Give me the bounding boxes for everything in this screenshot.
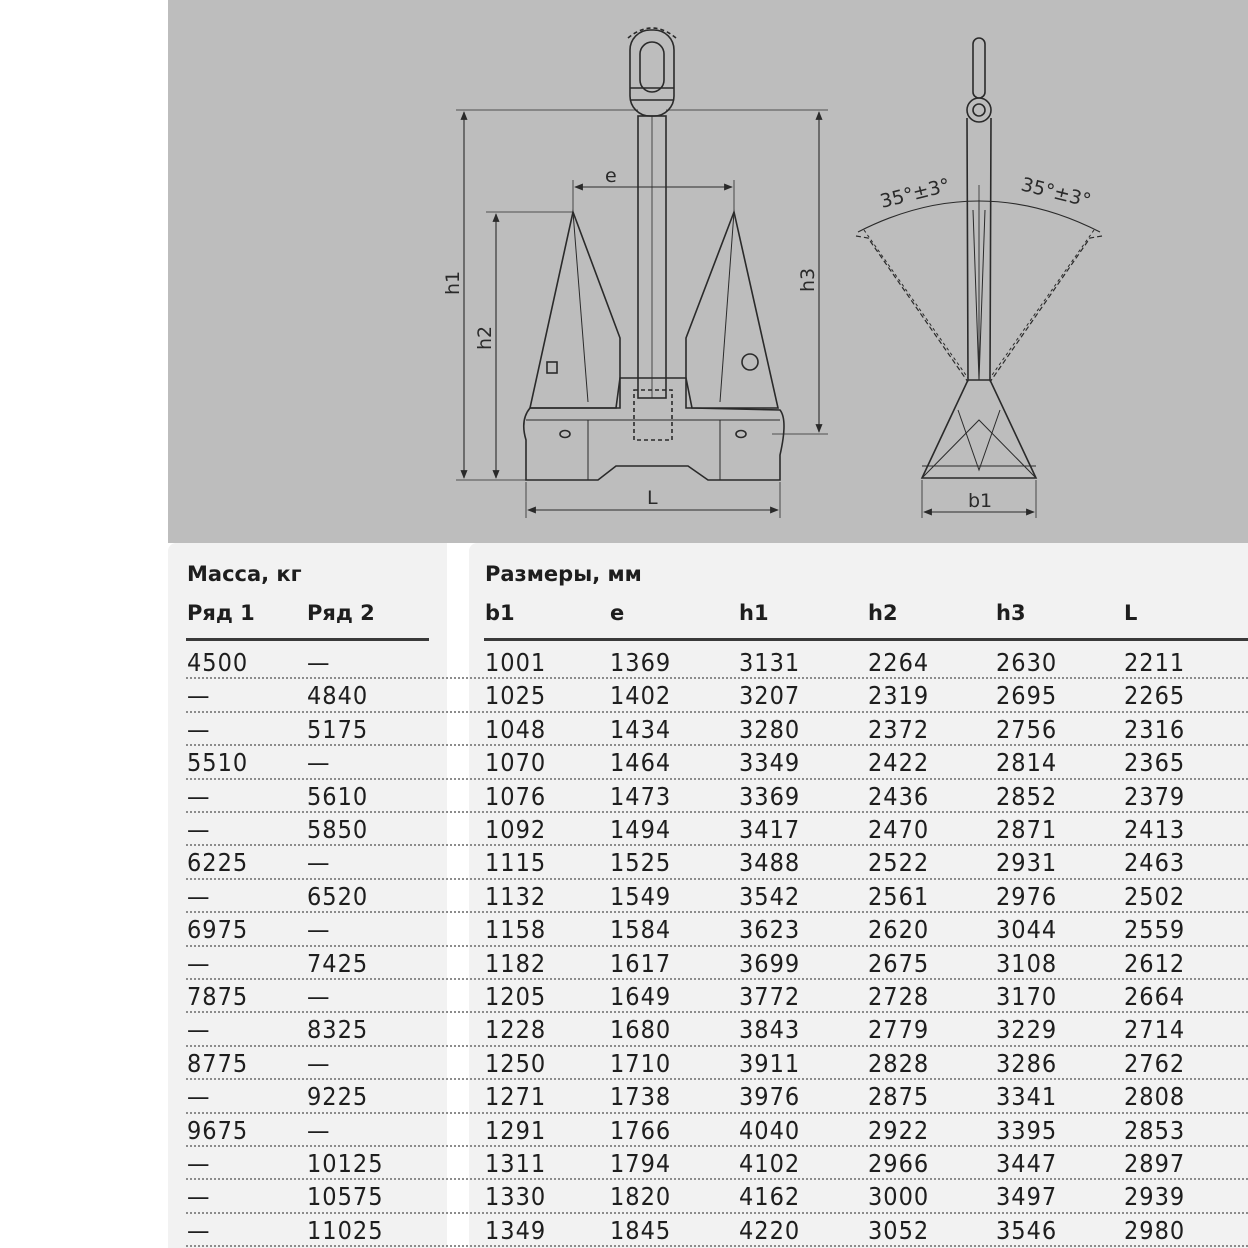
cell-b1: 1330 [485,1182,547,1212]
cell-b1: 1250 [485,1048,547,1078]
cell-b1: 1271 [485,1082,547,1112]
cell-mass-row2: — [307,1048,331,1078]
cell-b1: 1048 [485,714,547,744]
cell-h1: 4102 [739,1149,801,1178]
cell-b1: 1205 [485,982,547,1011]
cell-mass-row1: — [187,815,211,844]
table-row [0,913,1248,946]
anchor-drawing [168,0,1248,543]
cell-L: 2316 [1124,714,1186,744]
cell-L: 2463 [1124,848,1186,878]
cell-h3: 2871 [996,815,1058,844]
cell-b1: 1349 [485,1215,547,1245]
cell-e: 1494 [610,815,672,844]
cell-b1: 1076 [485,781,547,811]
cell-L: 2980 [1124,1215,1186,1245]
table-row [0,1080,1248,1113]
cell-h3: 3044 [996,915,1058,945]
col-head-h3: h3 [996,601,1026,625]
cell-h1: 3623 [739,915,801,945]
cell-b1: 1182 [485,948,547,978]
cell-mass-row1: 8775 [187,1048,249,1078]
label-angle-left: 35°±3° [877,174,953,213]
cell-e: 1766 [610,1115,672,1145]
cell-h1: 3488 [739,848,801,878]
cell-h1: 3207 [739,681,801,711]
cell-L: 2365 [1124,748,1186,778]
cell-L: 2762 [1124,1048,1186,1078]
table-row [0,1180,1248,1213]
cell-h1: 3542 [739,881,801,911]
cell-b1: 1158 [485,915,547,945]
cell-h2: 2779 [868,1015,930,1045]
cell-e: 1845 [610,1215,672,1245]
cell-h3: 2852 [996,781,1058,811]
table-row [0,1013,1248,1046]
cell-e: 1464 [610,748,672,778]
cell-e: 1710 [610,1048,672,1078]
cell-b1: 1001 [485,648,547,677]
cell-h1: 3772 [739,982,801,1011]
cell-b1: 1228 [485,1015,547,1045]
cell-h1: 4162 [739,1182,801,1212]
col-head-L: L [1124,601,1138,625]
cell-mass-row2: 11025 [307,1215,384,1245]
cell-e: 1738 [610,1082,672,1112]
cell-e: 1402 [610,681,672,711]
cell-h2: 3000 [868,1182,930,1212]
cell-mass-row1: 5510 [187,748,249,778]
cell-mass-row1: — [187,781,211,811]
cell-mass-row2: 5175 [307,714,369,744]
cell-L: 2612 [1124,948,1186,978]
cell-e: 1473 [610,781,672,811]
cell-mass-row2: 5850 [307,815,369,844]
cell-mass-row2: 6520 [307,881,369,911]
anchor-shackle [630,30,674,116]
cell-L: 2379 [1124,781,1186,811]
cell-L: 2939 [1124,1182,1186,1212]
cell-mass-row2: 7425 [307,948,369,978]
cell-h2: 2675 [868,948,930,978]
cell-mass-row1: — [187,1015,211,1045]
cell-L: 2211 [1124,648,1186,677]
cell-e: 1434 [610,714,672,744]
anchor-front-view [524,28,784,480]
round-mark [742,354,758,370]
label-h1: h1 [442,270,464,295]
cell-e: 1680 [610,1015,672,1045]
cell-h1: 4040 [739,1115,801,1145]
table-row [0,947,1248,980]
cell-h2: 2828 [868,1048,930,1078]
cell-h2: 2875 [868,1082,930,1112]
cell-h3: 2695 [996,681,1058,711]
col-head-row1: Ряд 1 [187,601,255,625]
cell-L: 2413 [1124,815,1186,844]
table-row [0,880,1248,913]
label-L: L [647,487,658,509]
cell-b1: 1115 [485,848,547,878]
cell-L: 2502 [1124,881,1186,911]
table-row [0,1147,1248,1180]
cell-h3: 2814 [996,748,1058,778]
cell-h2: 2436 [868,781,930,811]
cell-mass-row1: 6225 [187,848,249,878]
label-h3: h3 [797,267,819,292]
cell-mass-row2: — [307,748,331,778]
cell-e: 1525 [610,848,672,878]
cell-e: 1794 [610,1149,672,1178]
cell-L: 2897 [1124,1149,1186,1178]
cell-mass-row2: 9225 [307,1082,369,1112]
cell-mass-row2: — [307,848,331,878]
cell-mass-row1: — [187,714,211,744]
cell-h3: 3395 [996,1115,1058,1145]
cell-h3: 3447 [996,1149,1058,1178]
cell-h1: 3131 [739,648,801,677]
cell-mass-row2: 10125 [307,1149,384,1178]
table-row [0,646,1248,679]
cell-L: 2808 [1124,1082,1186,1112]
cell-b1: 1311 [485,1149,547,1178]
cell-h2: 2620 [868,915,930,945]
label-h2: h2 [474,325,496,350]
cell-mass-row1: — [187,1182,211,1212]
cell-h2: 2922 [868,1115,930,1145]
cell-mass-row2: — [307,915,331,945]
cell-h1: 3417 [739,815,801,844]
cell-h3: 2630 [996,648,1058,677]
col-head-h2: h2 [868,601,898,625]
table-row [0,679,1248,712]
cell-L: 2714 [1124,1015,1186,1045]
cell-L: 2265 [1124,681,1186,711]
table-row [0,846,1248,879]
anchor-drawing-svg [168,0,1248,543]
cell-h1: 3280 [739,714,801,744]
label-e: e [605,165,617,187]
col-head-e: e [610,601,625,625]
cell-h3: 3286 [996,1048,1058,1078]
cell-mass-row2: — [307,982,331,1011]
cell-mass-row2: 8325 [307,1015,369,1045]
cell-h2: 3052 [868,1215,930,1245]
table-row [0,746,1248,779]
table-row [0,780,1248,813]
cell-h2: 2728 [868,982,930,1011]
cell-h1: 3843 [739,1015,801,1045]
cell-h3: 3229 [996,1015,1058,1045]
cell-h3: 3341 [996,1082,1058,1112]
cell-L: 2664 [1124,982,1186,1011]
cell-h1: 3369 [739,781,801,811]
anchor-side-view [856,38,1102,478]
cell-mass-row2: 5610 [307,781,369,811]
label-b1: b1 [968,490,993,512]
cell-h1: 3349 [739,748,801,778]
square-mark [547,362,557,373]
table-row [0,713,1248,746]
cell-e: 1617 [610,948,672,978]
cell-L: 2559 [1124,915,1186,945]
cell-mass-row2: — [307,648,331,677]
label-angle-right: 35°±3° [1018,173,1094,213]
cell-e: 1649 [610,982,672,1011]
cell-h2: 2522 [868,848,930,878]
cell-h3: 3546 [996,1215,1058,1245]
cell-h3: 2756 [996,714,1058,744]
cell-h1: 3911 [739,1048,801,1078]
cell-mass-row1: 6975 [187,915,249,945]
table-row [0,813,1248,846]
dimensions-header-rule [484,638,1248,641]
cell-mass-row1: — [187,1082,211,1112]
cell-mass-row2: 10575 [307,1182,384,1212]
cell-mass-row1: — [187,881,211,911]
col-head-row2: Ряд 2 [307,601,375,625]
table-row [0,1214,1248,1247]
side-shackle [973,38,985,98]
cell-L: 2853 [1124,1115,1186,1145]
mass-group-title: Масса, кг [187,562,302,586]
front-dimensions [456,110,828,518]
cell-mass-row2: 4840 [307,681,369,711]
cell-e: 1369 [610,648,672,677]
cell-e: 1584 [610,915,672,945]
col-head-h1: h1 [739,601,769,625]
cell-h2: 2264 [868,648,930,677]
cell-mass-row1: 9675 [187,1115,249,1145]
cell-h3: 2976 [996,881,1058,911]
cell-h2: 2966 [868,1149,930,1178]
dimensions-group-title: Размеры, мм [485,562,642,586]
cell-mass-row1: — [187,1149,211,1178]
cell-h3: 3108 [996,948,1058,978]
cell-h2: 2372 [868,714,930,744]
cell-h1: 3699 [739,948,801,978]
table-row [0,1047,1248,1080]
side-base [922,380,1036,478]
cell-h1: 3976 [739,1082,801,1112]
cell-mass-row1: 4500 [187,648,249,677]
table-row [0,1114,1248,1147]
cell-b1: 1070 [485,748,547,778]
cell-h3: 2931 [996,848,1058,878]
cell-mass-row1: — [187,1215,211,1245]
cell-h1: 4220 [739,1215,801,1245]
cell-mass-row1: — [187,948,211,978]
cell-e: 1820 [610,1182,672,1212]
cell-mass-row1: — [187,681,211,711]
anchor-crown [524,378,784,480]
cell-h3: 3497 [996,1182,1058,1212]
cell-b1: 1092 [485,815,547,844]
cell-h2: 2422 [868,748,930,778]
cell-b1: 1025 [485,681,547,711]
cell-b1: 1132 [485,881,547,911]
cell-h2: 2319 [868,681,930,711]
cell-b1: 1291 [485,1115,547,1145]
cell-h3: 3170 [996,982,1058,1011]
table-row [0,980,1248,1013]
col-head-b1: b1 [485,601,515,625]
cell-h2: 2470 [868,815,930,844]
cell-h2: 2561 [868,881,930,911]
cell-mass-row1: 7875 [187,982,249,1011]
cell-mass-row2: — [307,1115,331,1145]
cell-e: 1549 [610,881,672,911]
mass-header-rule [186,638,429,641]
